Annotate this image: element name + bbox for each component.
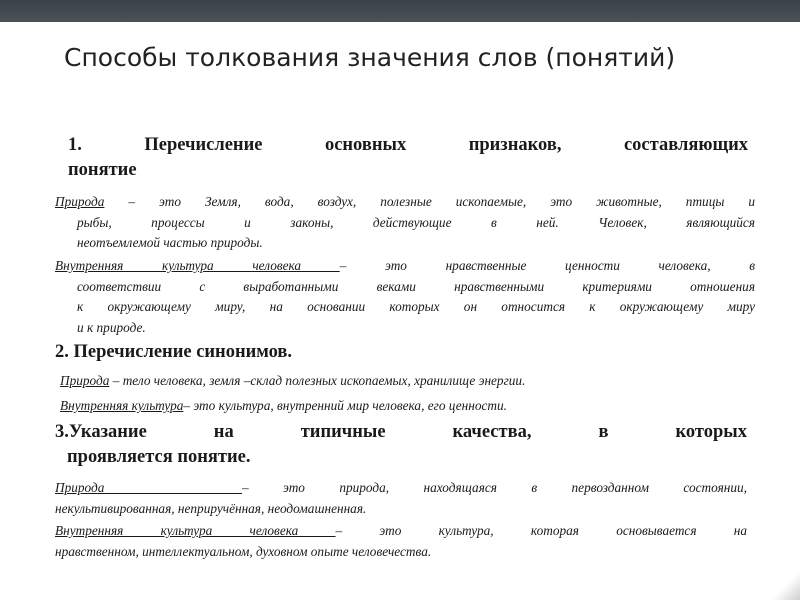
paragraph-line: к окружающему миру, на основании которых он относится к окружающему миру bbox=[77, 299, 755, 314]
section1-heading bbox=[68, 133, 748, 183]
term-inner-culture: Внутренняя культура bbox=[60, 398, 184, 413]
paragraph-line: Внутренняя культура человека – это нравственные ценности человека, в bbox=[55, 258, 755, 273]
section3-paragraph-culture bbox=[55, 521, 747, 562]
term-nature: Природа bbox=[55, 194, 105, 209]
section1-paragraph-culture bbox=[55, 256, 755, 338]
term-inner-culture: Внутренняя культура человека bbox=[55, 523, 336, 538]
paragraph-line: Внутренняя культура человека – это культура, которая основывается на bbox=[55, 523, 747, 538]
slide-top-bar bbox=[0, 0, 800, 22]
section1-heading-line2: понятие bbox=[68, 160, 137, 180]
paragraph-line: некультивированная, неприручённая, неодомашненная. bbox=[55, 500, 367, 516]
term-nature: Природа bbox=[60, 373, 110, 388]
section2-heading: 2. Перечисление синонимов. bbox=[55, 342, 293, 362]
term-nature: Природа bbox=[55, 480, 242, 495]
slide-title: Способы толкования значения слов (понятий) bbox=[64, 43, 676, 72]
section3-heading-line1: 3.Указание на типичные качества, в которых bbox=[55, 422, 747, 442]
section3-paragraph-nature bbox=[55, 478, 747, 519]
section1-paragraph-nature bbox=[55, 192, 755, 254]
section2-synonym-nature: Природа – тело человека, земля –склад полезных ископаемых, хранилище энергии. bbox=[60, 373, 526, 388]
paragraph-line: и к природе. bbox=[77, 319, 146, 335]
section3-heading-line2: проявляется понятие. bbox=[67, 447, 251, 467]
paragraph-line: Природа – это Земля, вода, воздух, полезные ископаемые, это животные, птицы и bbox=[55, 194, 755, 209]
paragraph-line: соответствии с выработанными веками нравственными критериями отношения bbox=[77, 278, 755, 294]
section3-heading bbox=[55, 420, 747, 470]
section1-heading-line1: 1. Перечисление основных признаков, составляющих bbox=[68, 135, 748, 155]
paragraph-line: Природа – это природа, находящаяся в первозданном состоянии, bbox=[55, 480, 747, 495]
paragraph-line: рыбы, процессы и законы, действующие в ней. Человек, являющийся bbox=[77, 214, 755, 230]
paragraph-line: нравственном, интеллектуальном, духовном опыте человечества. bbox=[55, 543, 432, 559]
term-inner-culture: Внутренняя культура человека bbox=[55, 258, 340, 273]
paragraph-line: неотъемлемой частью природы. bbox=[77, 235, 263, 250]
section2-synonym-culture: Внутренняя культура– это культура, внутренний мир человека, его ценности. bbox=[60, 398, 507, 413]
page-curl-shadow bbox=[770, 570, 800, 600]
